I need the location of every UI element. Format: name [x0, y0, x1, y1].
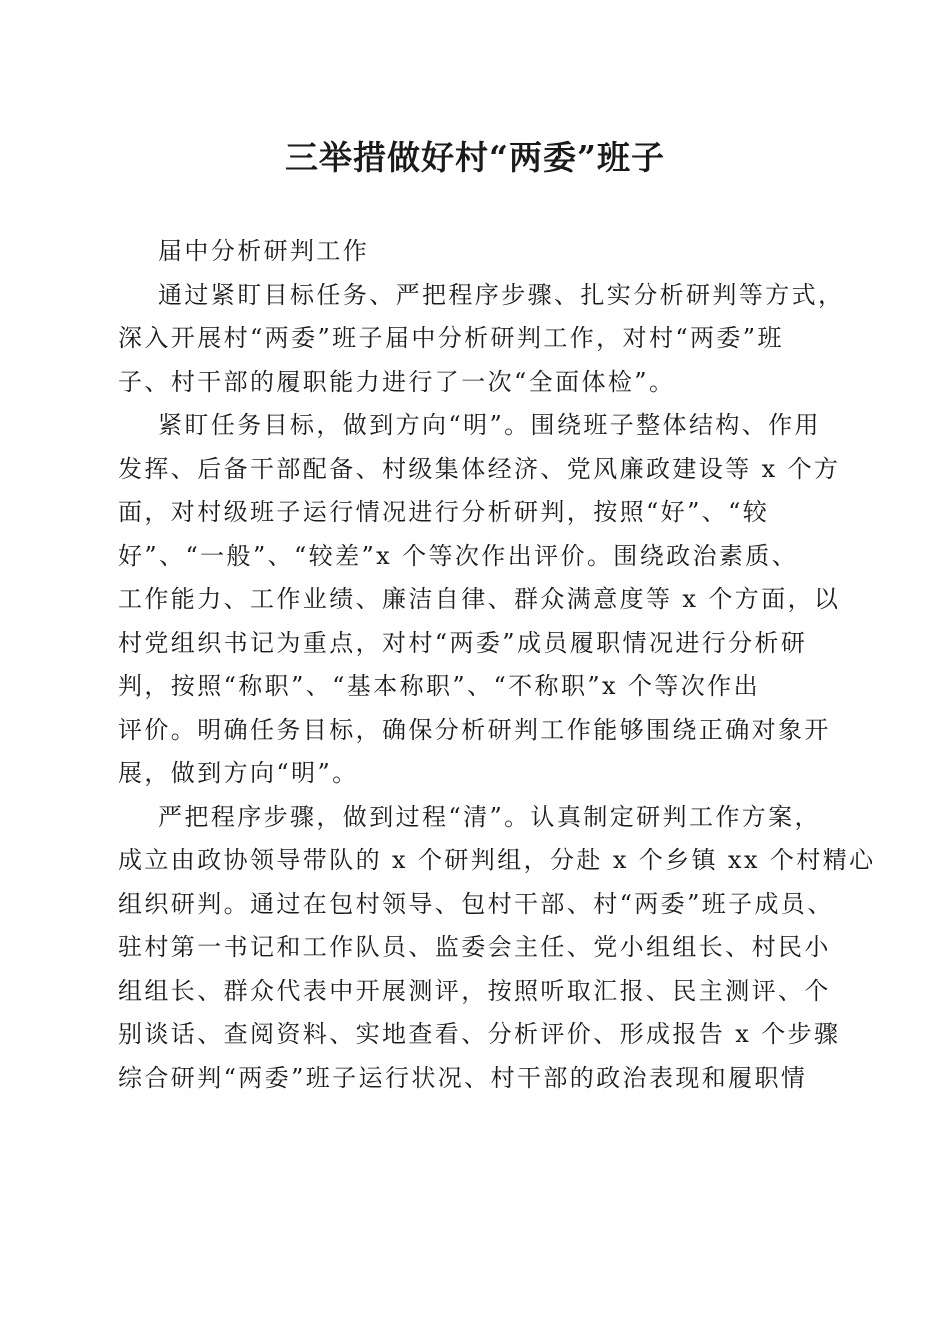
paragraph-3-line-5: 组组长、群众代表中开展测评，按照听取汇报、民主测评、个 [118, 976, 831, 1005]
paragraph-2-line-7: 判，按照“称职”、“基本称职”、“不称职”x 个等次作出 [118, 672, 760, 700]
paragraph-3-line-1: 严把程序步骤，做到过程“清”。认真制定研判工作方案， [158, 802, 821, 831]
paragraph-3-line-3: 组织研判。通过在包村领导、包村干部、村“两委”班子成员、 [118, 889, 834, 918]
paragraph-2-line-6: 村党组织书记为重点，对村“两委”成员履职情况进行分析研 [118, 628, 808, 657]
paragraph-1-line-3: 子、村干部的履职能力进行了一次“全面体检”。 [118, 367, 676, 396]
paragraph-2-line-4: 好”、“一般”、“较差”x 个等次作出评价。围绕政治素质、 [118, 541, 799, 570]
paragraph-3-line-4: 驻村第一书记和工作队员、监委会主任、党小组组长、村民小 [118, 933, 831, 961]
paragraph-2-line-1: 紧盯任务目标，做到方向“明”。围绕班子整体结构、作用 [158, 411, 821, 439]
paragraph-1-line-1: 通过紧盯目标任务、严把程序步骤、扎实分析研判等方式， [158, 280, 845, 309]
paragraph-2-line-5: 工作能力、工作业绩、廉洁自律、群众满意度等 x 个方面，以 [118, 585, 841, 613]
paragraph-3-line-6: 别谈话、查阅资料、实地查看、分析评价、形成报告 x 个步骤 [118, 1020, 841, 1048]
paragraph-3-line-7: 综合研判“两委”班子运行状况、村干部的政治表现和履职情 [118, 1063, 808, 1092]
paragraph-2-line-9: 展，做到方向“明”。 [118, 759, 359, 787]
paragraph-3-line-2: 成立由政协领导带队的 x 个研判组，分赴 x 个乡镇 xx 个村精心 [118, 846, 876, 874]
paragraph-2-line-3: 面，对村级班子运行情况进行分析研判，按照“好”、“较 [118, 498, 770, 526]
paragraph-1-line-2: 深入开展村“两委”班子届中分析研判工作，对村“两委”班 [118, 324, 784, 352]
paragraph-2-line-2: 发挥、后备干部配备、村级集体经济、党风廉政建设等 x 个方 [118, 454, 841, 483]
section-heading: 届中分析研判工作 [158, 237, 370, 265]
document-body [118, 230, 876, 1100]
document-title: 三举措做好村“两委”班子 [285, 138, 665, 177]
paragraph-2-line-8: 评价。明确任务目标，确保分析研判工作能够围绕正确对象开 [118, 715, 831, 744]
